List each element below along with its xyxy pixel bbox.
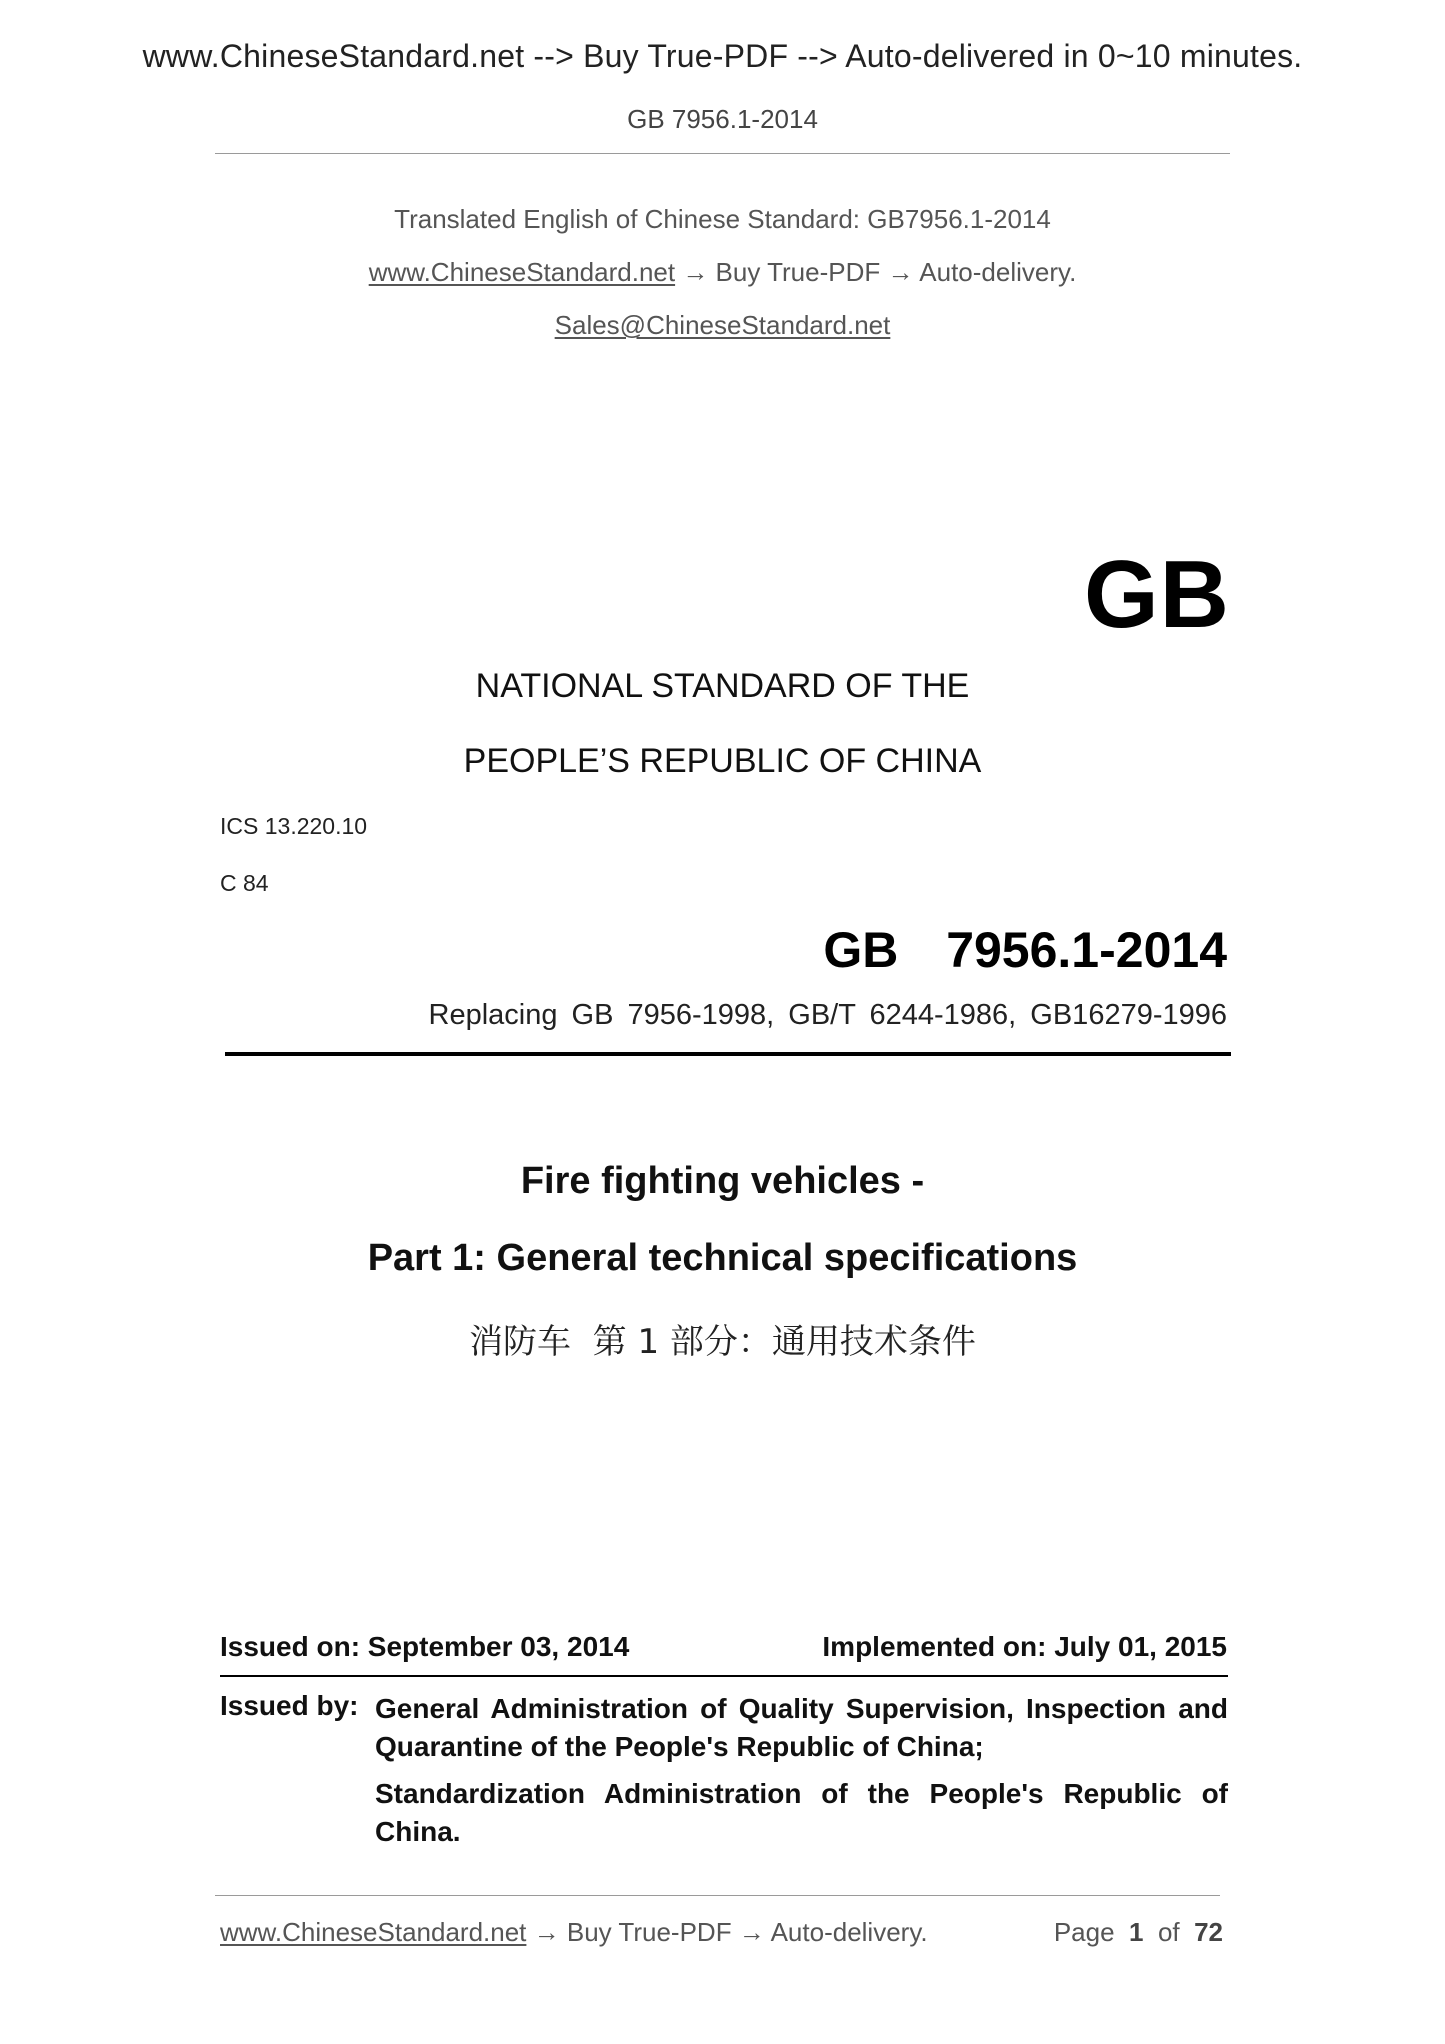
ccs-code: C 84 [220, 870, 269, 896]
standard-number: GB 7956.1-2014 [823, 922, 1227, 978]
issued-on-date: Issued on: September 03, 2014 [220, 1631, 630, 1662]
footer-divider [215, 1895, 1220, 1896]
implemented-on-date: Implemented on: July 01, 2015 [822, 1631, 1227, 1662]
issuer-2: Standardization Administration of the People's Republic of China. [375, 1778, 1228, 1847]
page-of-label: of [1157, 1917, 1180, 1947]
page-total: 72 [1194, 1917, 1223, 1947]
top-banner: www.ChineseStandard.net --> Buy True-PDF --> Auto-delivered in 0~10 minutes. [142, 38, 1303, 74]
document-title-line-1: Fire fighting vehicles - [520, 1160, 925, 1202]
replacing-standards: Replacing GB 7956-1998, GB/T 6244-1986, GB16279-1996 [428, 999, 1227, 1031]
issuer-1: General Administration of Quality Supervision, Inspection and Quarantine of the People's Republic of China; [375, 1693, 1228, 1762]
title-divider [225, 1052, 1231, 1056]
page-current: 1 [1129, 1917, 1144, 1947]
ics-code: ICS 13.220.10 [220, 813, 368, 839]
translation-notice: Translated English of Chinese Standard: GB7956.1-2014 [394, 204, 1051, 234]
page-indicator [1054, 1917, 1223, 1948]
footer-site-link[interactable]: www.ChineseStandard.net [220, 1917, 527, 1947]
page-label: Page [1053, 1917, 1115, 1947]
delivery-text: → Buy True-PDF → Auto-delivery. [682, 257, 1077, 287]
site-link[interactable]: www.ChineseStandard.net [368, 257, 676, 287]
issued-by-label: Issued by: [220, 1690, 359, 1721]
issuance-divider [220, 1675, 1228, 1677]
gb-logo: GB [1084, 541, 1230, 648]
header-doc-code: GB 7956.1-2014 [627, 104, 818, 134]
footer-delivery-text: → Buy True-PDF → Auto-delivery. [533, 1917, 928, 1947]
national-standard-line-2: PEOPLE’S REPUBLIC OF CHINA [463, 742, 982, 780]
email-line [0, 310, 1445, 341]
document-title-chinese: 消防车 第 1 部分：通用技术条件 [469, 1322, 976, 1362]
footer-delivery-line [220, 1917, 928, 1948]
national-standard-line-1: NATIONAL STANDARD OF THE [475, 667, 970, 705]
delivery-line [0, 257, 1445, 288]
header-divider [215, 153, 1230, 154]
document-title-line-2: Part 1: General technical specifications [367, 1237, 1078, 1279]
sales-email-link[interactable]: Sales@ChineseStandard.net [554, 310, 891, 340]
